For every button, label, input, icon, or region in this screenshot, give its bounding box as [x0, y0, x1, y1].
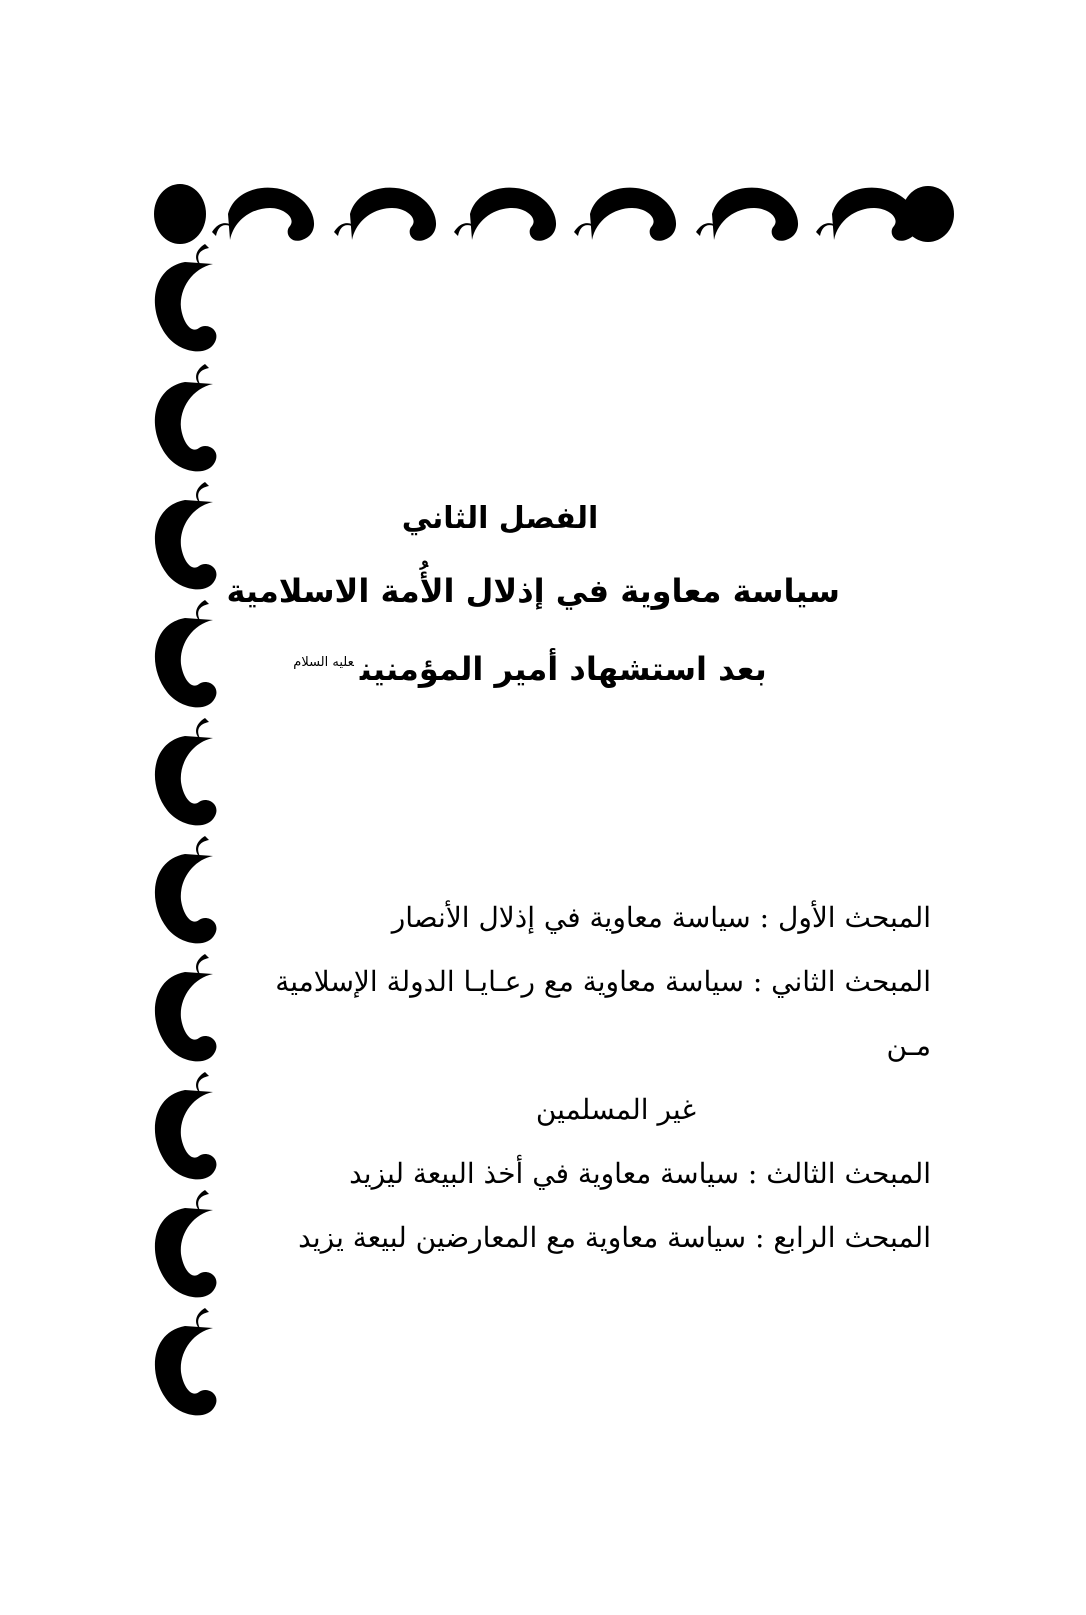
contents-item-separator: :	[743, 965, 772, 998]
top-border-row	[212, 186, 954, 242]
chapter-title-line-2	[250, 644, 840, 688]
contents-item-separator: :	[750, 901, 778, 934]
chapter-title-line-2-text: بعد استشهاد أمير المؤمنين	[359, 650, 767, 688]
contents-item	[231, 1142, 931, 1206]
chapter-heading: الفصل الثاني	[401, 501, 599, 536]
left-border-column	[155, 244, 217, 1415]
contents-item-separator: :	[746, 1221, 774, 1254]
contents-item-text: سياسة معاوية مع المعارضين لبيعة يزيد	[298, 1221, 747, 1254]
honorific-mark: عليه السلام	[293, 655, 354, 670]
contents-item	[231, 950, 931, 1142]
contents-item-separator: :	[739, 1157, 767, 1190]
contents-item-text: سياسة معاوية في أخذ البيعة ليزيد	[349, 1157, 740, 1190]
contents-item	[231, 886, 931, 950]
contents-item-continuation: غير المسلمين	[535, 1093, 696, 1126]
contents-item	[231, 1206, 931, 1270]
contents-item-label: المبحث الرابع	[773, 1221, 931, 1254]
contents-item-text: سياسة معاوية في إذلال الأنصار	[391, 901, 751, 934]
chapter-contents-list	[231, 886, 931, 1270]
contents-item-label: المبحث الثاني	[771, 965, 931, 998]
contents-item-label: المبحث الأول	[777, 901, 931, 934]
chapter-title-line-1: سياسة معاوية في إذلال الأُمة الاسلامية	[226, 572, 840, 610]
contents-item-label: المبحث الثالث	[766, 1157, 931, 1190]
contents-item-text: سياسة معاوية مع رعـايـا الدولة الإسلامية مـن	[275, 965, 931, 1062]
